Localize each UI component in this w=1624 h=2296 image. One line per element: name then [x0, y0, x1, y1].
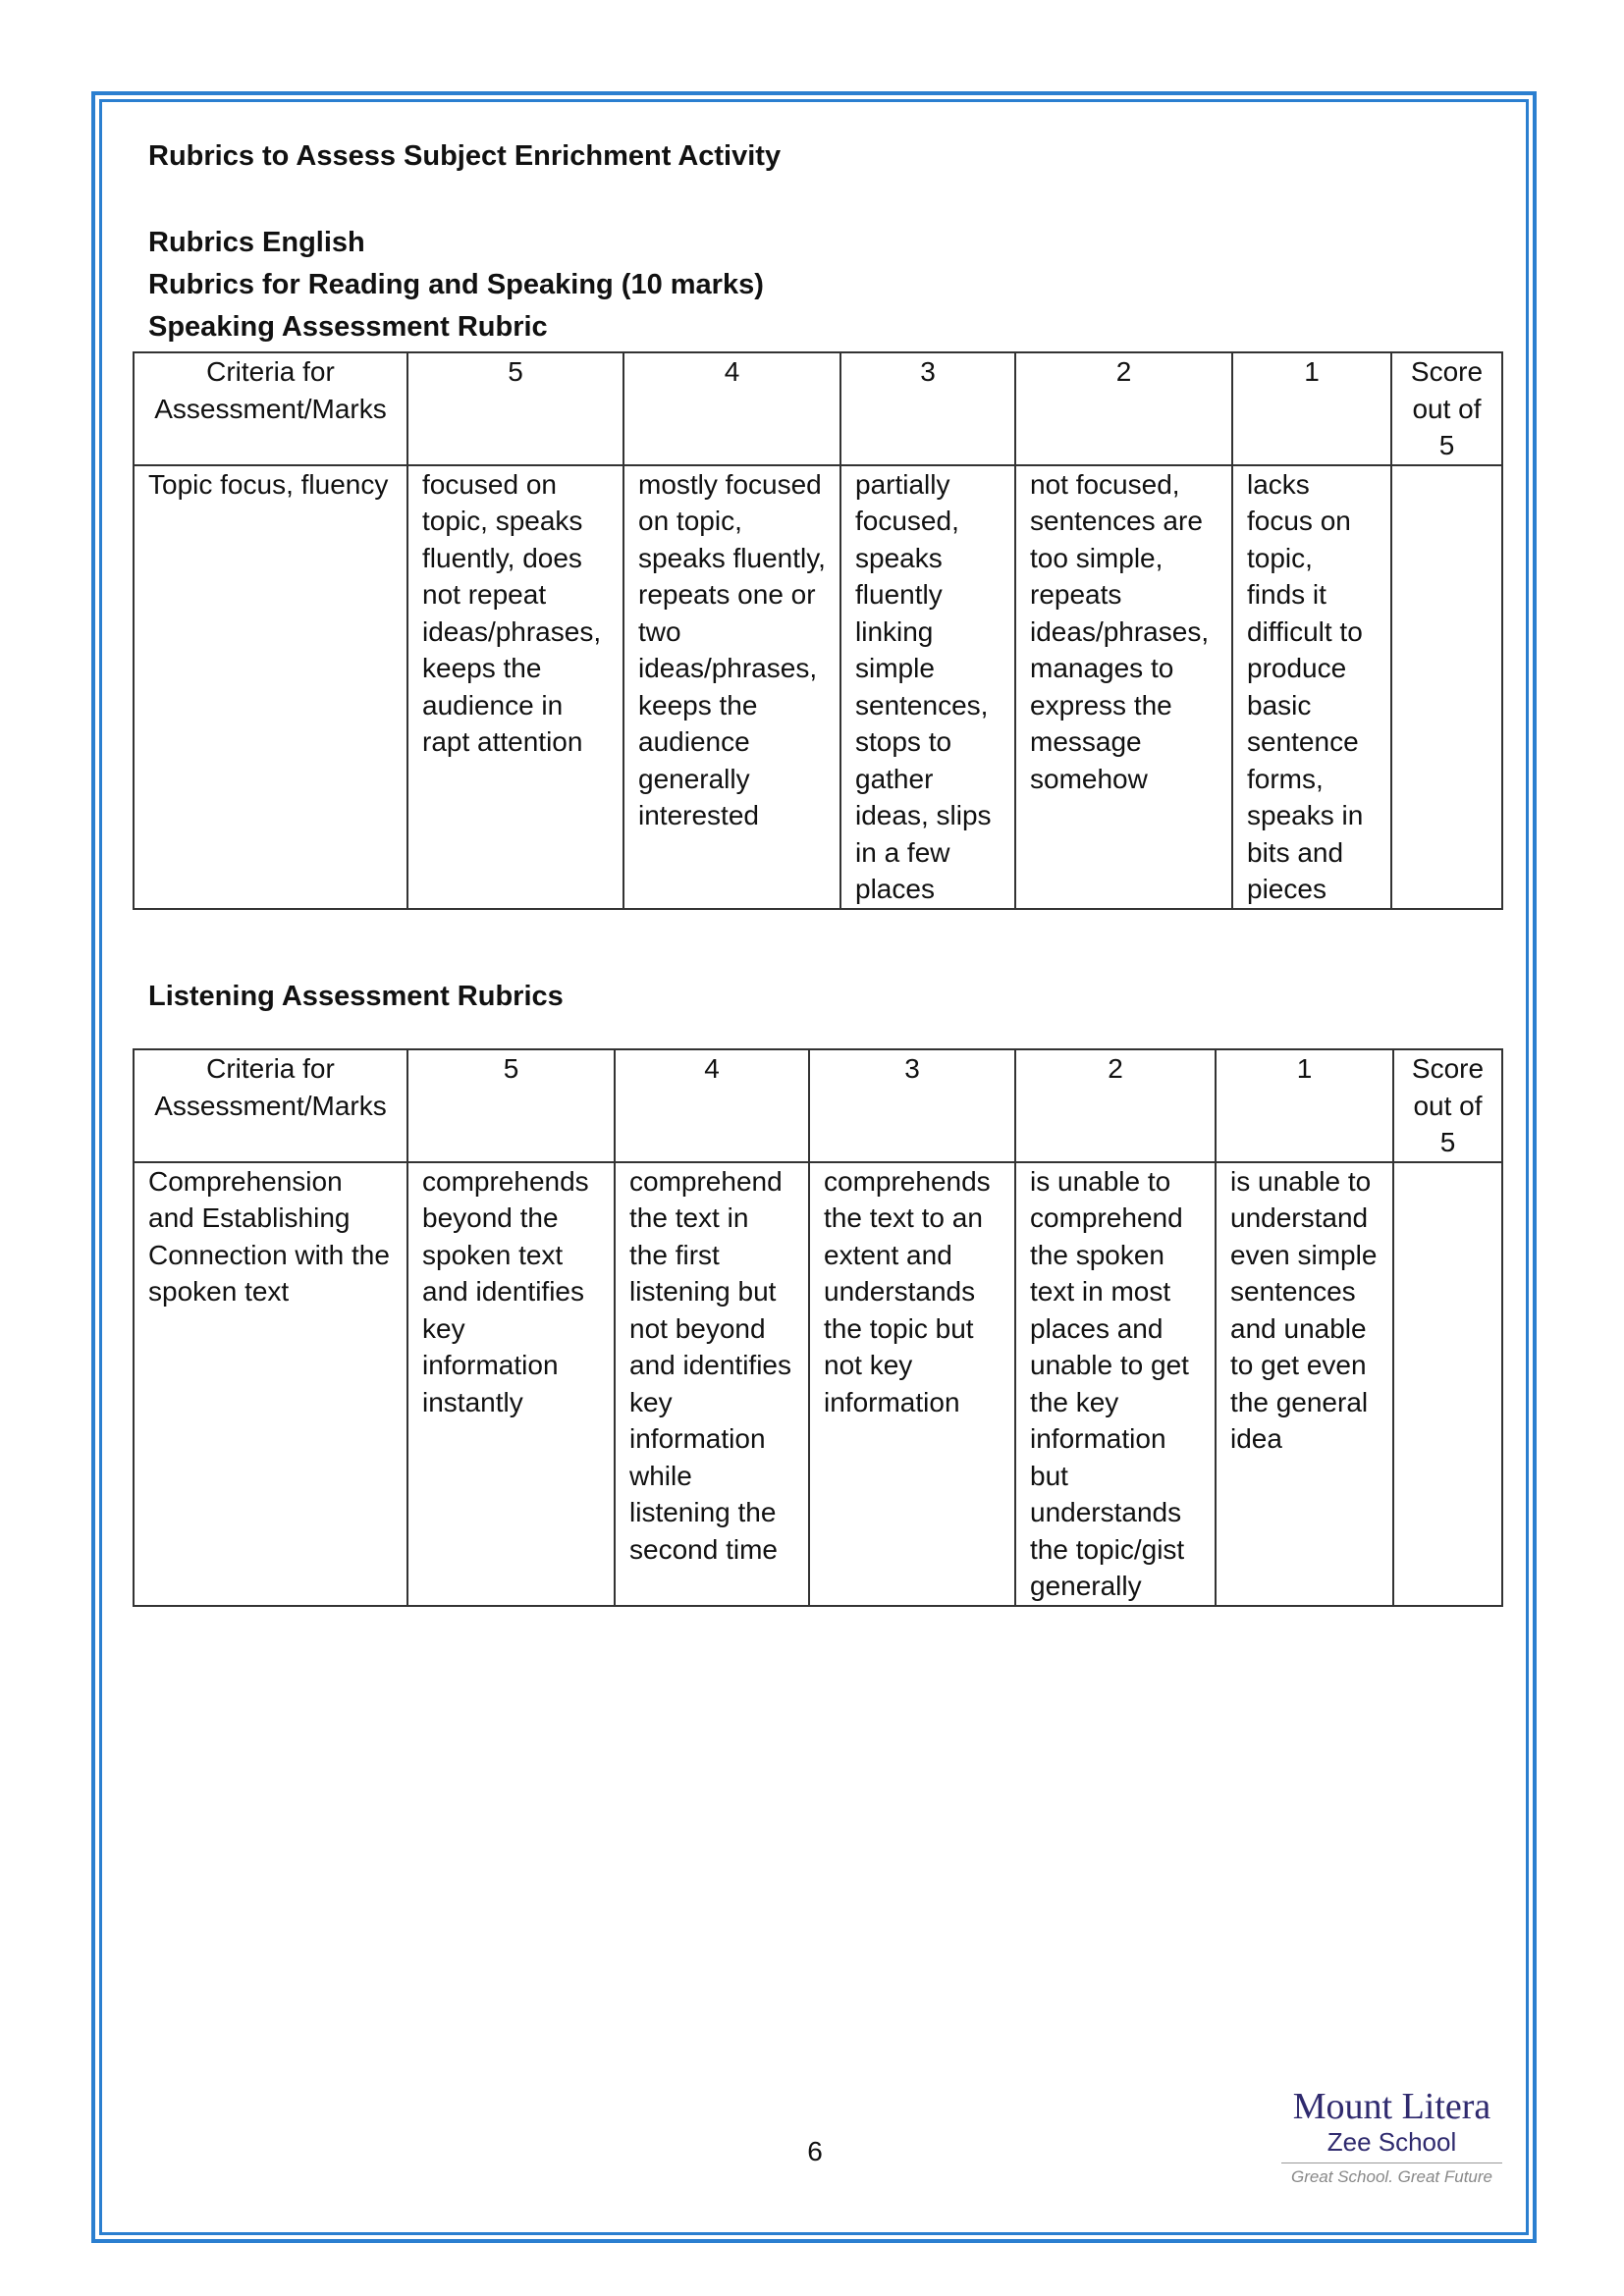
header-mark-1: 1	[1232, 352, 1391, 465]
page-title: Rubrics to Assess Subject Enrichment Activity	[148, 140, 782, 172]
descriptor-3: partially focused, speaks fluently linking simple sentences, stops to gather ideas, slips in a few places	[840, 465, 1015, 909]
listening-header-row	[134, 1049, 1502, 1162]
descriptor-3: comprehends the text to an extent and understands the topic but not key information	[809, 1162, 1015, 1606]
header-score: Score out of 5	[1391, 352, 1502, 465]
header-mark-5: 5	[407, 352, 623, 465]
logo-name: Mount Litera	[1292, 2086, 1491, 2127]
listening-rubric-title: Listening Assessment Rubrics	[148, 981, 564, 1012]
speaking-rubric-table	[133, 351, 1503, 910]
score-cell	[1391, 465, 1502, 909]
header-score: Score out of 5	[1393, 1049, 1502, 1162]
descriptor-4: comprehend the text in the first listening but not beyond and identifies key information while listening the second time	[615, 1162, 809, 1606]
page-number: 6	[807, 2136, 823, 2166]
descriptor-5: comprehends beyond the spoken text and identifies key information instantly	[407, 1162, 615, 1606]
header-mark-2: 2	[1015, 1049, 1216, 1162]
listening-criteria-row	[134, 1162, 1502, 1606]
speaking-header-row	[134, 352, 1502, 465]
speaking-criteria-row	[134, 465, 1502, 909]
descriptor-1: is unable to understand even simple sentences and unable to get even the general idea	[1216, 1162, 1393, 1606]
header-mark-3: 3	[809, 1049, 1015, 1162]
logo-subtitle: Zee School	[1326, 2127, 1457, 2157]
criteria-cell: Topic focus, fluency	[134, 465, 407, 909]
score-cell	[1393, 1162, 1502, 1606]
header-mark-2: 2	[1015, 352, 1232, 465]
speaking-rubric-title: Speaking Assessment Rubric	[148, 311, 548, 343]
descriptor-5: focused on topic, speaks fluently, does not repeat ideas/phrases, keeps the audience in rapt attention	[407, 465, 623, 909]
descriptor-4: mostly focused on topic, speaks fluently, repeats one or two ideas/phrases, keeps the audience generally interested	[623, 465, 840, 909]
header-mark-4: 4	[623, 352, 840, 465]
header-mark-4: 4	[615, 1049, 809, 1162]
header-mark-3: 3	[840, 352, 1015, 465]
listening-rubric-table	[133, 1048, 1503, 1607]
subject-heading: Rubrics English	[148, 227, 365, 258]
descriptor-2: is unable to comprehend the spoken text in most places and unable to get the key information but understands the topic/gist generally	[1015, 1162, 1216, 1606]
header-criteria: Criteria for Assessment/Marks	[134, 352, 407, 465]
section-heading: Rubrics for Reading and Speaking (10 marks)	[148, 269, 764, 300]
header-mark-5: 5	[407, 1049, 615, 1162]
descriptor-1: lacks focus on topic, finds it difficult to produce basic sentence forms, speaks in bits and pieces	[1232, 465, 1391, 909]
logo-tagline: Great School. Great Future	[1290, 2167, 1493, 2186]
criteria-cell: Comprehension and Establishing Connection with the spoken text	[134, 1162, 407, 1606]
school-logo	[1281, 2086, 1502, 2187]
header-criteria: Criteria for Assessment/Marks	[134, 1049, 407, 1162]
header-mark-1: 1	[1216, 1049, 1393, 1162]
descriptor-2: not focused, sentences are too simple, repeats ideas/phrases, manages to express the message somehow	[1015, 465, 1232, 909]
